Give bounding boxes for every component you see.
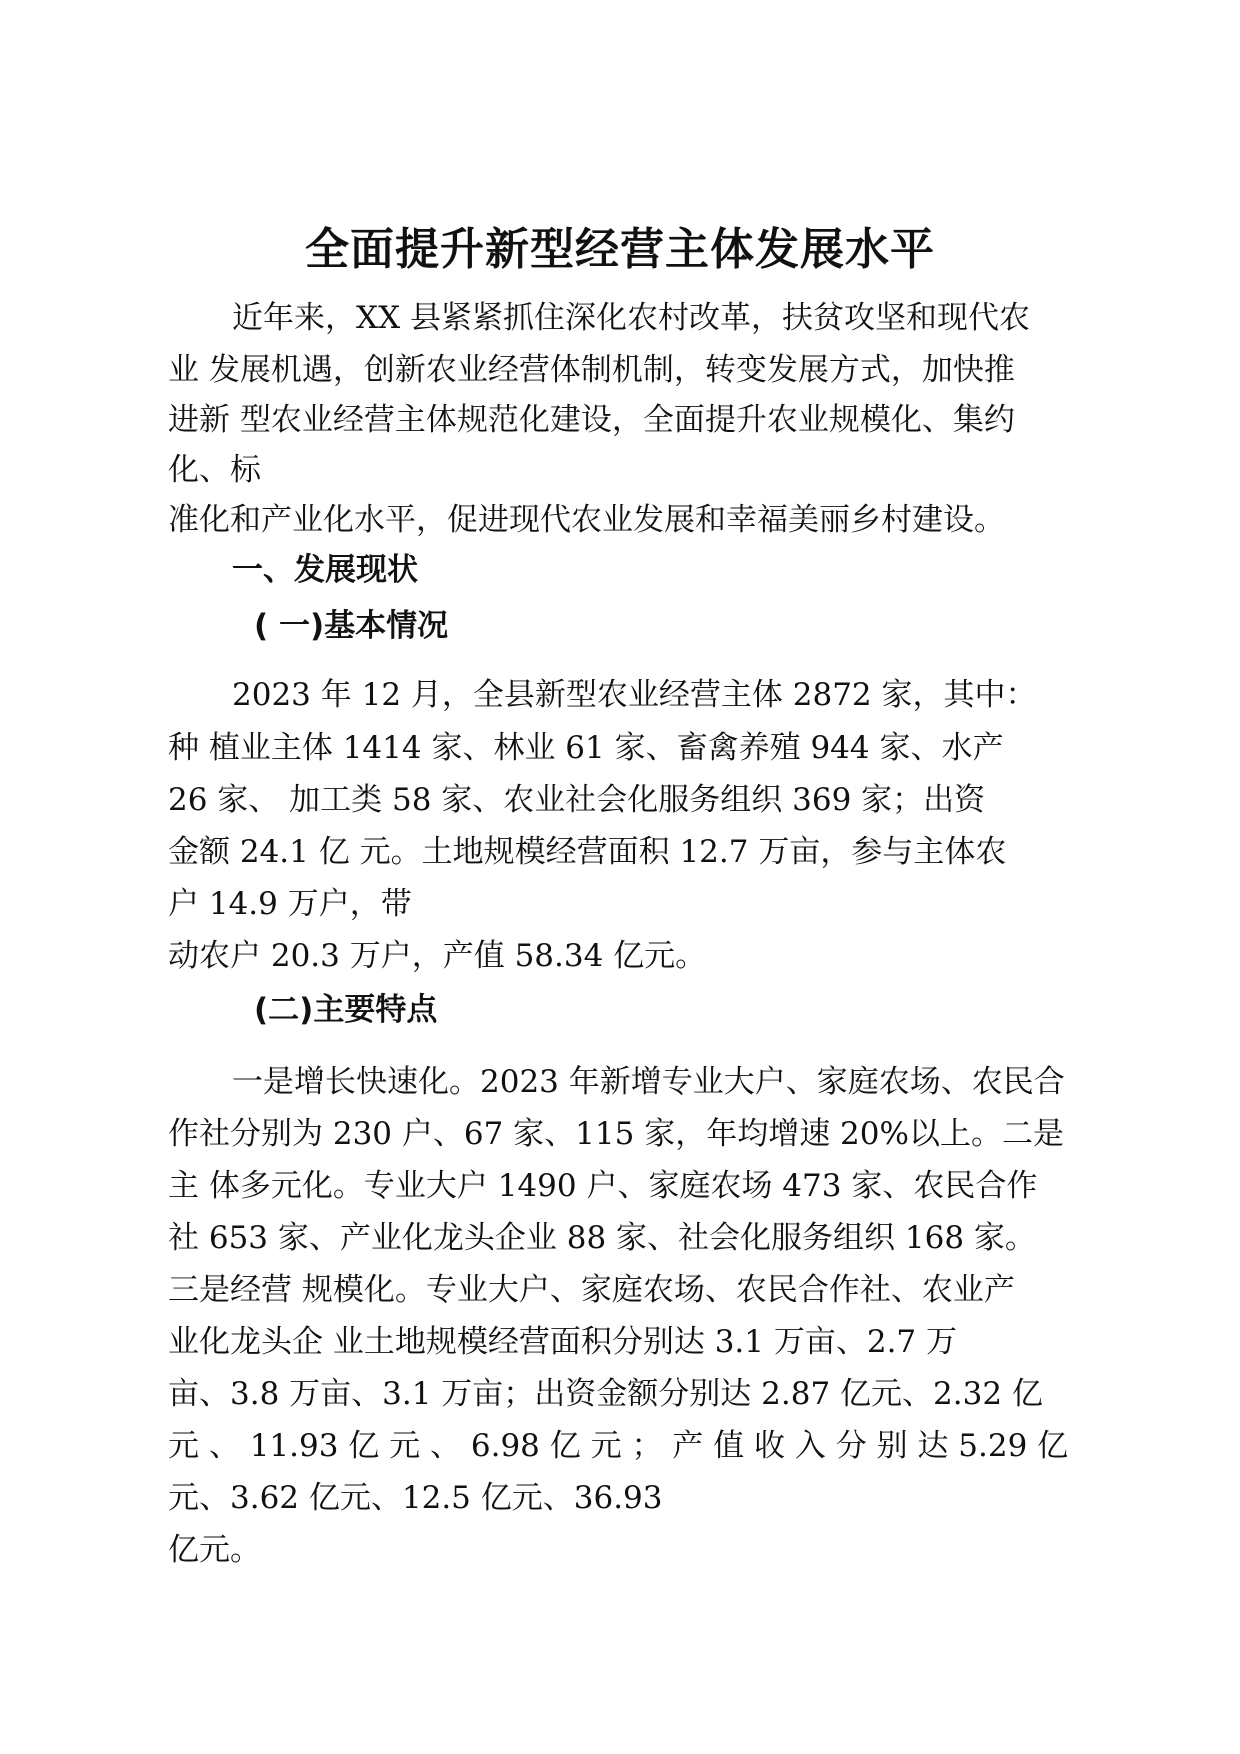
paragraph-line: 作社分别为 230 户、67 家、115 家，年均增速 20%以上。二是 — [168, 1116, 1064, 1152]
paragraph-line: 亿元。 — [168, 1532, 261, 1568]
document-title: 全面提升新型经营主体发展水平 — [305, 224, 935, 275]
intro-line: 近年来，XX 县紧紧抓住深化农村改革，扶贫攻坚和现代农 — [232, 300, 1030, 336]
paragraph-line: 种 植业主体 1414 家、林业 61 家、畜禽养殖 944 家、水产 — [168, 730, 1004, 766]
paragraph-line: 元 、 11.93 亿 元 、 6.98 亿 元 ； 产 值 收 入 分 别 达 5.29 亿 — [168, 1428, 1069, 1464]
paragraph-line: 一是增长快速化。2023 年新增专业大户、家庭农场、农民合 — [232, 1064, 1065, 1100]
subsection-heading: (二)主要特点 — [254, 992, 438, 1028]
intro-line: 准化和产业化水平，促进现代农业发展和幸福美丽乡村建设。 — [168, 502, 1005, 538]
paragraph-line: 业化龙头企 业土地规模经营面积分别达 3.1 万亩、2.7 万 — [168, 1324, 958, 1360]
paragraph-line: 元、3.62 亿元、12.5 亿元、36.93 — [168, 1480, 663, 1516]
intro-line: 业 发展机遇，创新农业经营体制机制，转变发展方式，加快推 — [168, 352, 1015, 388]
section-heading: 一、发展现状 — [232, 552, 418, 588]
paragraph-line: 户 14.9 万户，带 — [168, 886, 412, 922]
paragraph-line: 动农户 20.3 万户，产值 58.34 亿元。 — [168, 938, 707, 974]
paragraph-line: 主 体多元化。专业大户 1490 户、家庭农场 473 家、农民合作 — [168, 1168, 1038, 1204]
intro-line: 化、标 — [168, 452, 261, 488]
paragraph-line: 2023 年 12 月，全县新型农业经营主体 2872 家，其中： — [232, 677, 1037, 713]
paragraph-line: 三是经营 规模化。专业大户、家庭农场、农民合作社、农业产 — [168, 1272, 1015, 1308]
paragraph-line: 26 家、 加工类 58 家、农业社会化服务组织 369 家；出资 — [168, 782, 986, 818]
paragraph-line: 金额 24.1 亿 元。土地规模经营面积 12.7 万亩，参与主体农 — [168, 834, 1007, 870]
paragraph-line: 社 653 家、产业化龙头企业 88 家、社会化服务组织 168 家。 — [168, 1220, 1036, 1256]
subsection-heading: ( 一)基本情况 — [254, 608, 449, 644]
paragraph-line: 亩、3.8 万亩、3.1 万亩；出资金额分别达 2.87 亿元、2.32 亿 — [168, 1376, 1043, 1412]
intro-line: 进新 型农业经营主体规范化建设，全面提升农业规模化、集约 — [168, 402, 1015, 438]
